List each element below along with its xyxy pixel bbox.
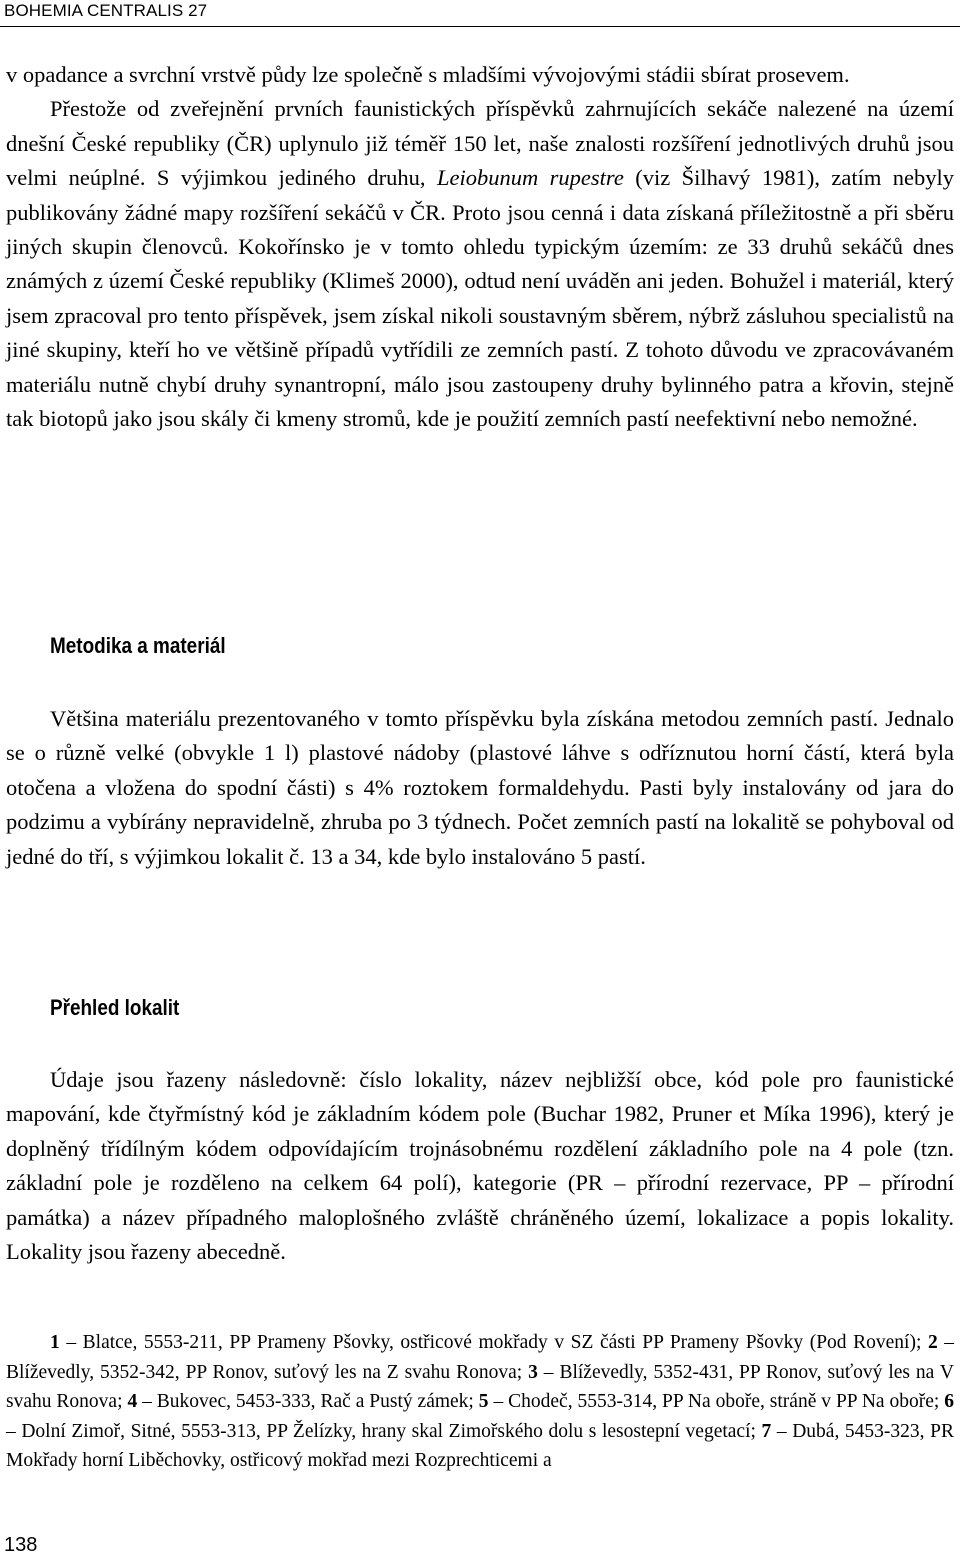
locality-text: – Blíževedly, 5352-342, PP Ronov, suťový les na Z svahu Ronova;	[6, 1332, 955, 1383]
intro-paragraph-text-b: (viz Šilhavý 1981), zatím nebyly publikovány žádné mapy rozšíření sekáčů v ČR. Proto jsou cenná i data získaná příležitostně a při sběru jiných skupin členovců. Kokořínsko je v tomto ohledu typickým územím: ze 33 druhů sekáčů dnes známých z území České republiky (Klimeš 2000), odtud není uváděn ani jeden. Bohužel i materiál, který jsem zpracoval pro tento příspěvek, jsem získal nikoli soustavným sběrem, nýbrž zásluhou specialistů na jiné skupiny, kteří ho ve většině případů vytřídili ze zemních pastí. Z tohoto důvodu ve zpracovávaném materiálu nutně chybí druhy synantropní, málo jsou zastoupeny druhy bylinného patra a křovin, stejně tak biotopů jako jsou skály či kmeny stromů, kde je použití zemních pastí neefektivní nebo nemožné.	[6, 165, 954, 432]
locality-text: – Bukovec, 5453-333, Rač a Pustý zámek;	[137, 1391, 479, 1413]
localities-intro-paragraph: Údaje jsou řazeny následovně: číslo lokality, název nejbližší obce, kód pole pro faunistické mapování, kde čtyřmístný kód je základním kódem pole (Buchar 1982, Pruner et Míka 1996), který je doplněný třídílným kódem odpovídajícím trojnásobnému rozdělení základního pole na 4 pole (tzn. základní pole je rozděleno na celkem 64 polí), kategorie (PR – přírodní rezervace, PP – přírodní památka) a název případného maloplošného zvláště chráněného území, lokalizace a popis lokality. Lokality jsou řazeny abecedně.	[6, 1067, 954, 1265]
locality-number: 5	[478, 1391, 489, 1413]
locality-number: 7	[761, 1420, 772, 1442]
locality-number: 2	[927, 1332, 938, 1353]
section-heading-methods: Metodika a materiál	[50, 633, 226, 658]
methods-paragraph: Většina materiálu prezentovaného v tomto příspěvku byla získána metodou zemních pastí. Jednalo se o různě velké (obvykle 1 l) plastové nádoby (plastové láhve s odříznutou horní částí, která byla otočena a vložena do spodní části) s 4% roztokem formaldehydu. Pasti byly instalovány od jara do podzimu a vybírány nepravidelně, zhruba po 3 týdnech. Počet zemních pastí na lokalitě se pohyboval od jedné do tří, s výjimkou lokalit č. 13 a 34, kde bylo instalováno 5 pastí.	[6, 706, 954, 869]
locality-entry	[50, 1332, 928, 1353]
locality-text: – Dolní Zimoř, Sitné, 5553-313, PP Želízky, hrany skal Zimořského dolu s lesostepní vegetací;	[6, 1420, 762, 1442]
header-rule	[0, 26, 960, 27]
running-header: BOHEMIA CENTRALIS 27	[4, 1, 208, 20]
locality-text: – Blíževedly, 5352-431, PP Ronov, suťový les na V svahu Ronova;	[6, 1361, 954, 1413]
page-number: 138	[4, 1534, 38, 1556]
locality-text: – Blatce, 5553-211, PP Prameny Pšovky, ostřicové mokřady v SZ části PP Prameny Pšovky (Pod Rovení);	[59, 1332, 928, 1353]
section-heading-localities: Přehled lokalit	[50, 995, 180, 1020]
locality-number: 1	[50, 1332, 60, 1353]
species-name: Leiobunum rupestre	[436, 165, 624, 191]
locality-number: 6	[944, 1391, 955, 1413]
locality-number: 4	[127, 1391, 138, 1413]
locality-number: 3	[528, 1361, 538, 1383]
intro-paragraph-text-a: Přestože od zveřejnění prvních faunistických příspěvků zahrnujících sekáče nalezené na území dnešní České republiky (ČR) uplynulo již téměř 150 let, naše znalosti rozšíření jednotlivých druhů jsou velmi neúplné. S výjimkou jediného druhu,	[6, 96, 954, 191]
locality-entry	[127, 1391, 478, 1412]
locality-text: – Chodeč, 5553-314, PP Na oboře, stráně v PP Na oboře;	[488, 1391, 945, 1413]
locality-text: – Dubá, 5453-323, PR Mokřady horní Liběchovky, ostřicový mokřad mezi Rozprechticemi a	[6, 1420, 954, 1472]
locality-list	[6, 1328, 954, 1476]
intro-paragraph-continued: v opadance a svrchní vrstvě půdy lze společně s mladšími vývojovými stádii sbírat prosevem.	[6, 62, 850, 87]
intro-paragraphs	[6, 58, 954, 436]
locality-entry	[479, 1391, 944, 1412]
